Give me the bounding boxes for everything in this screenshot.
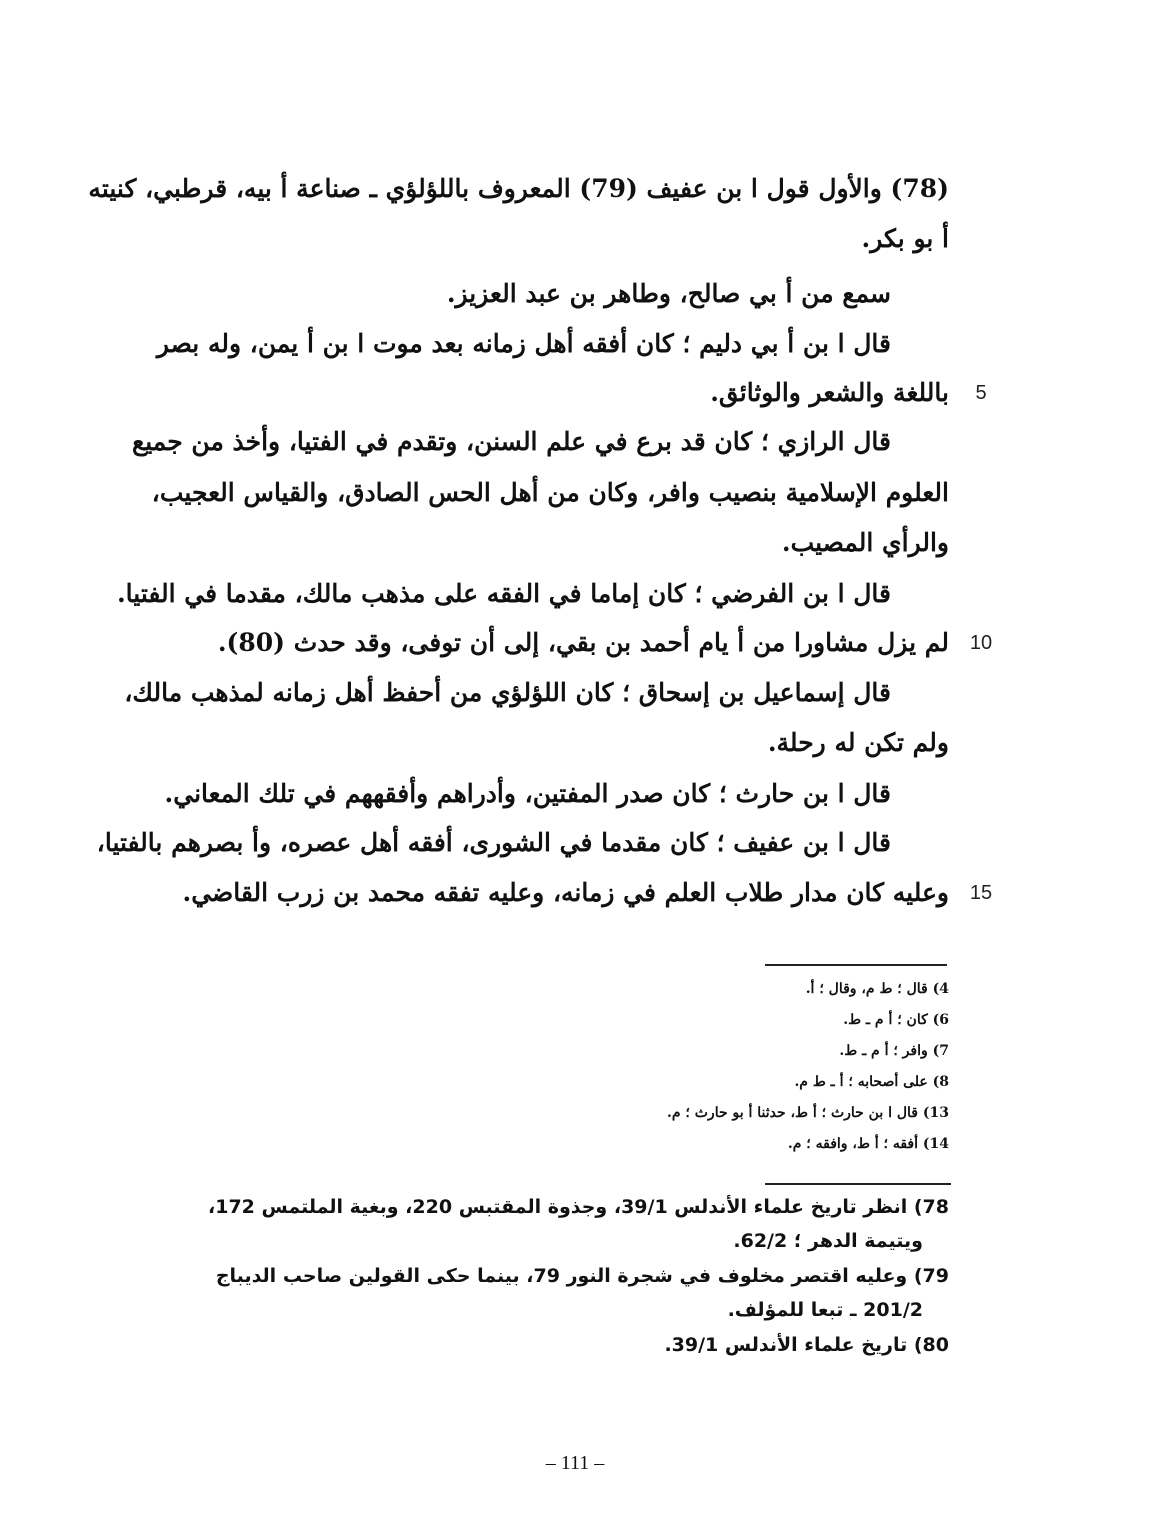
variant-note-6: 6) كان ؛ أ م ـ ط.: [843, 1012, 949, 1028]
variant-note-14: 14) أفقه ؛ أ ط، وافقه ؛ م.: [787, 1136, 949, 1152]
body-line-7: العلوم الإسلامية بنصيب وافر، وكان من أهل الحس الصادق، والقياس العجيب،: [151, 478, 949, 507]
line-number-5: 5: [975, 382, 987, 404]
body-line-4: قال ا بن أ بي دليم ؛ كان أفقه أهل زمانه بعد موت ا بن أ يمن، وله بصر: [156, 329, 891, 358]
line-number-10: 10: [969, 632, 993, 654]
body-line-5: باللغة والشعر والوثائق.: [710, 378, 949, 407]
body-line-15: وعليه كان مدار طلاب العلم في زمانه، وعليه تفقه محمد بن زرب القاضي.: [182, 878, 949, 907]
body-line-13: قال ا بن حارث ؛ كان صدر المفتين، وأدراهم وأفقههم في تلك المعاني.: [164, 779, 891, 808]
line-number-15: 15: [969, 882, 993, 904]
body-line-8: والرأي المصيب.: [781, 528, 949, 557]
body-line-10: لم يزل مشاورا من أ يام أحمد بن بقي، إلى أن توفى، وقد حدث (80).: [217, 628, 949, 657]
body-line-6: قال الرازي ؛ كان قد برع في علم السنن، وتقدم في الفتيا، وأخذ من جميع: [131, 427, 891, 456]
body-line-1: (78) والأول قول ا بن عفيف (79) المعروف باللؤلؤي ـ صناعة أ بيه، قرطبي، كنيته: [88, 174, 949, 203]
body-line-9: قال ا بن الفرضي ؛ كان إماما في الفقه على مذهب مالك، مقدما في الفتيا.: [116, 579, 891, 608]
footnote-80: 80) تاريخ علماء الأندلس 39/1.: [664, 1334, 949, 1356]
variant-note-4: 4) قال ؛ ط م، وقال ؛ أ.: [805, 981, 949, 997]
variant-notes-divider: [765, 964, 947, 966]
footnote-79-line-2: 201/2 ـ تبعا للمؤلف.: [727, 1299, 923, 1321]
footnotes-divider: [765, 1183, 951, 1185]
page-number: – 111 –: [545, 1452, 605, 1474]
body-line-3: سمع من أ بي صالح، وطاهر بن عبد العزيز.: [446, 279, 891, 308]
body-line-14: قال ا بن عفيف ؛ كان مقدما في الشورى، أفقه أهل عصره، وأ بصرهم بالفتيا،: [96, 828, 891, 857]
variant-note-8: 8) على أصحابه ؛ أ ـ ط م.: [794, 1074, 949, 1090]
body-line-2: أ بو بكر.: [861, 224, 949, 253]
variant-note-7: 7) وافر ؛ أ م ـ ط.: [839, 1043, 949, 1059]
body-line-11: قال إسماعيل بن إسحاق ؛ كان اللؤلؤي من أحفظ أهل زمانه لمذهب مالك،: [124, 678, 891, 707]
footnote-79-line-1: 79) وعليه اقتصر مخلوف في شجرة النور 79، بينما حكى القولين صاحب الديباج: [215, 1265, 949, 1287]
body-line-12: ولم تكن له رحلة.: [767, 728, 949, 757]
variant-note-13: 13) قال ا بن حارث ؛ أ ط، حدثنا أ بو حارث ؛ م.: [667, 1105, 949, 1121]
footnote-78-line-1: 78) انظر تاريخ علماء الأندلس 39/1، وجذوة المقتبس 220، وبغية الملتمس 172،: [208, 1196, 949, 1218]
footnote-78-line-2: ويتيمة الدهر ؛ 62/2.: [733, 1230, 923, 1252]
